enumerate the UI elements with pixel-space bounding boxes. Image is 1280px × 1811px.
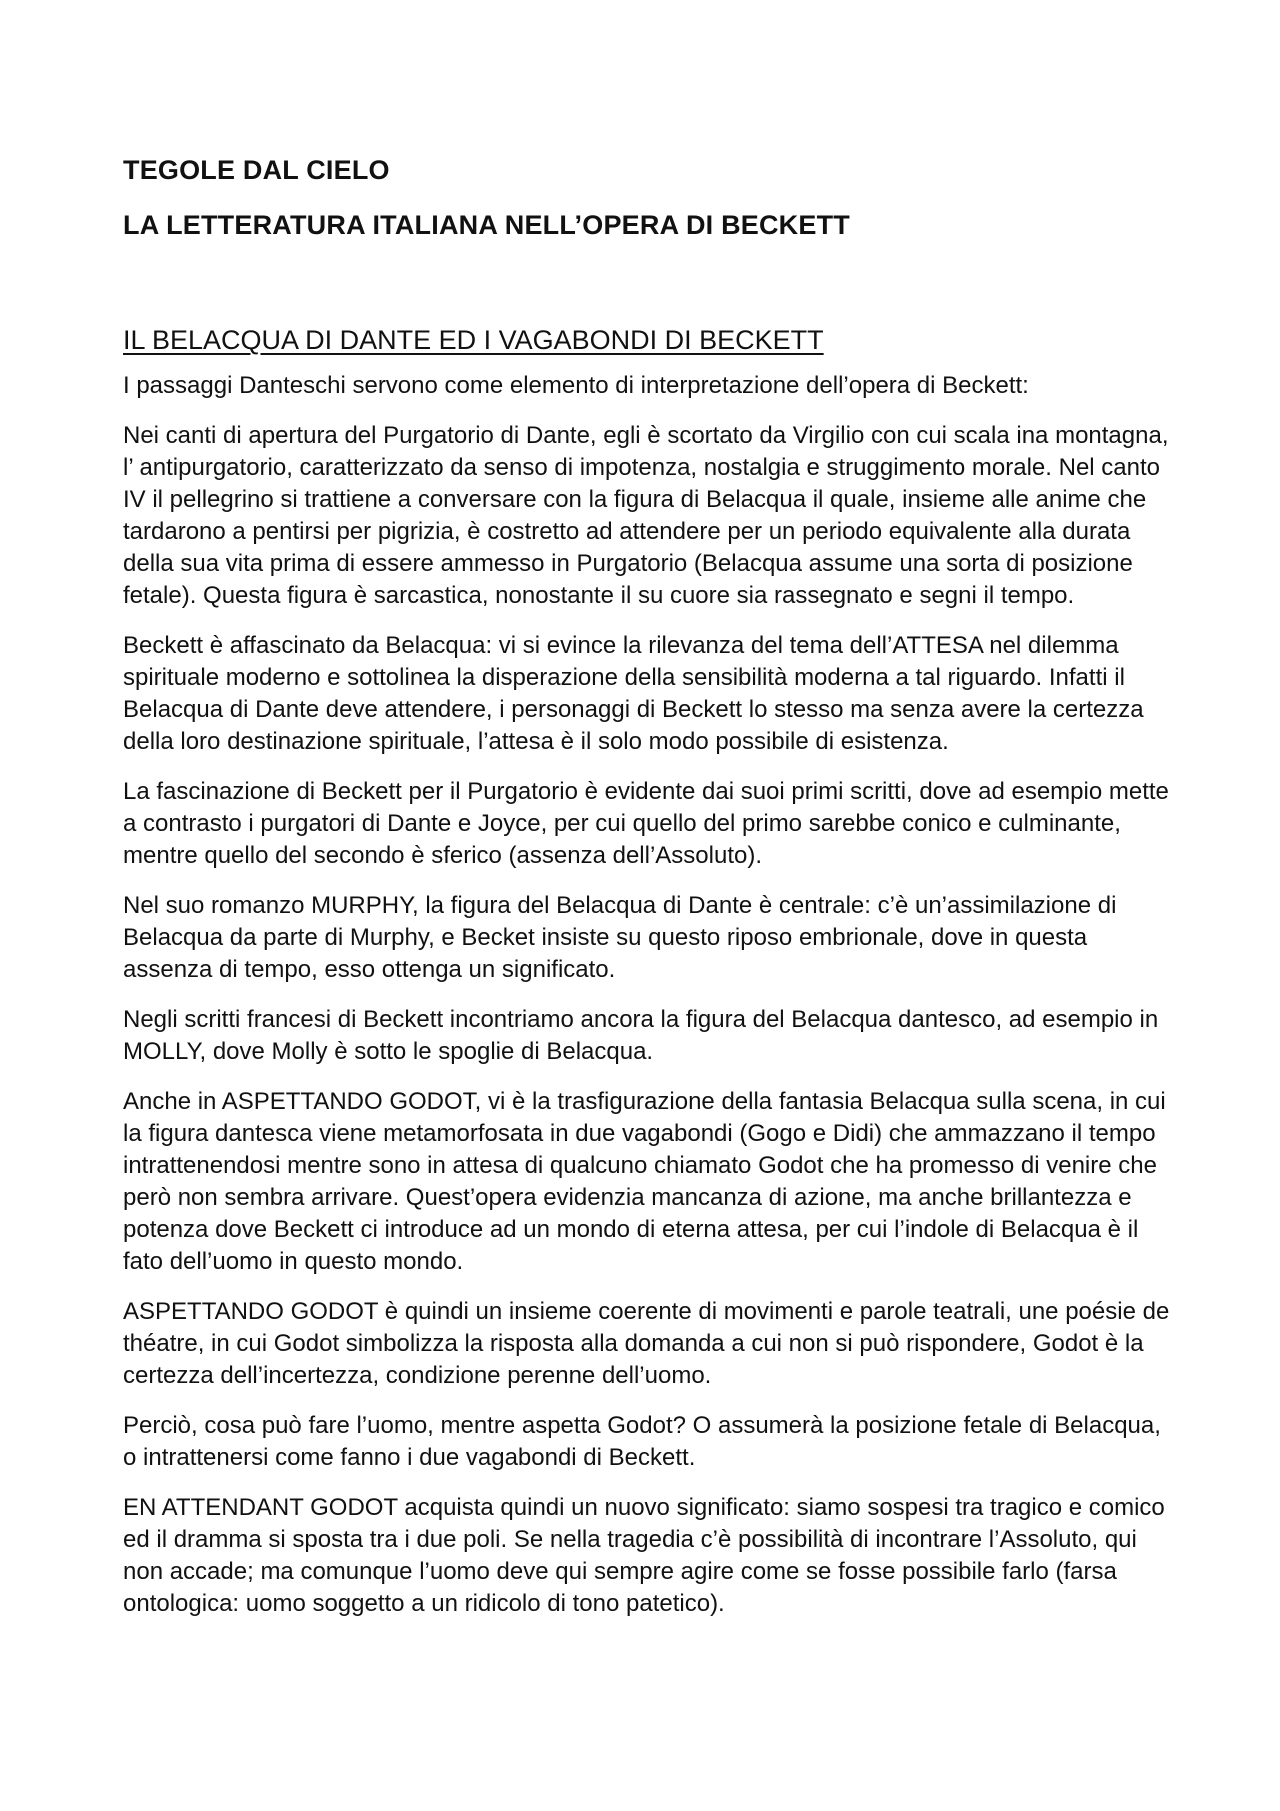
paragraph-uomo-attesa: Perciò, cosa può fare l’uomo, mentre aspetta Godot? O assumerà la posizione fetale di Belacqua, o intrattenersi come fanno i due vagabondi di Beckett. <box>123 1412 1161 1471</box>
paragraph-purgatorio: Nei canti di apertura del Purgatorio di Dante, egli è scortato da Virgilio con cui scala ina montagna, l’ antipurgatorio, caratterizzato da senso di impotenza, nostalgia e struggimento morale. Nel canto IV il pellegrino si trattiene a conversare con la figura di Belacqua il quale, insieme alle anime che tardarono a pentirsi per pigrizia, è costretto ad attendere per un periodo equivalente alla durata della sua vita prima di essere ammesso in Purgatorio (Belacqua assume una sorta di posizione fetale). Questa figura è sarcastica, nonostante il su cuore sia rassegnato e segni il tempo. <box>123 422 1169 609</box>
paragraph-intro: I passaggi Danteschi servono come elemento di interpretazione dell’opera di Beckett: <box>123 372 1029 399</box>
paragraph-fascinazione: La fascinazione di Beckett per il Purgatorio è evidente dai suoi primi scritti, dove ad esempio mette a contrasto i purgatori di Dante e Joyce, per cui quello del primo sarebbe conico e culminante, mentre quello del secondo è sferico (assenza dell’Assoluto). <box>123 778 1169 869</box>
document-title: TEGOLE DAL CIELO <box>123 155 390 185</box>
document-body <box>123 152 1173 1638</box>
paragraph-molly: Negli scritti francesi di Beckett incontriamo ancora la figura del Belacqua dantesco, ad esempio in MOLLY, dove Molly è sotto le spoglie di Belacqua. <box>123 1006 1159 1065</box>
paragraph-en-attendant: EN ATTENDANT GODOT acquista quindi un nuovo significato: siamo sospesi tra tragico e comico ed il dramma si sposta tra i due poli. Se nella tragedia c’è possibilità di incontrare l’Assoluto, qui non accade; ma comunque l’uomo deve qui sempre agire come se fosse possibile farlo (farsa ontologica: uomo soggetto a un ridicolo di tono patetico). <box>123 1494 1165 1617</box>
paragraph-godot-vagabondi: Anche in ASPETTANDO GODOT, vi è la trasfigurazione della fantasia Belacqua sulla scena, in cui la figura dantesca viene metamorfosata in due vagabondi (Gogo e Didi) che ammazzano il tempo intrattenendosi mentre sono in attesa di qualcuno chiamato Godot che ha promesso di venire che però non sembra arrivare. Quest’opera evidenzia mancanza di azione, ma anche brillantezza e potenza dove Beckett ci introduce ad un mondo di eterna attesa, per cui l’indole di Belacqua è il fato dell’uomo in questo mondo. <box>123 1088 1166 1275</box>
paragraph-murphy: Nel suo romanzo MURPHY, la figura del Belacqua di Dante è centrale: c’è un’assimilazione di Belacqua da parte di Murphy, e Becket insiste su questo riposo embrionale, dove in questa assenza di tempo, esso ottenga un significato. <box>123 892 1117 983</box>
section-heading: IL BELACQUA DI DANTE ED I VAGABONDI DI BECKETT <box>123 325 824 355</box>
paragraph-godot-poesie: ASPETTANDO GODOT è quindi un insieme coerente di movimenti e parole teatrali, une poésie de théatre, in cui Godot simbolizza la risposta alla domanda a cui non si può rispondere, Godot è la certezza dell’incertezza, condizione perenne dell’uomo. <box>123 1298 1170 1389</box>
document-subtitle: LA LETTERATURA ITALIANA NELL’OPERA DI BECKETT <box>123 210 850 240</box>
paragraph-attesa: Beckett è affascinato da Belacqua: vi si evince la rilevanza del tema dell’ATTESA nel dilemma spirituale moderno e sottolinea la disperazione della sensibilità moderna a tal riguardo. Infatti il Belacqua di Dante deve attendere, i personaggi di Beckett lo stesso ma senza avere la certezza della loro destinazione spirituale, l’attesa è il solo modo possibile di esistenza. <box>123 632 1144 755</box>
